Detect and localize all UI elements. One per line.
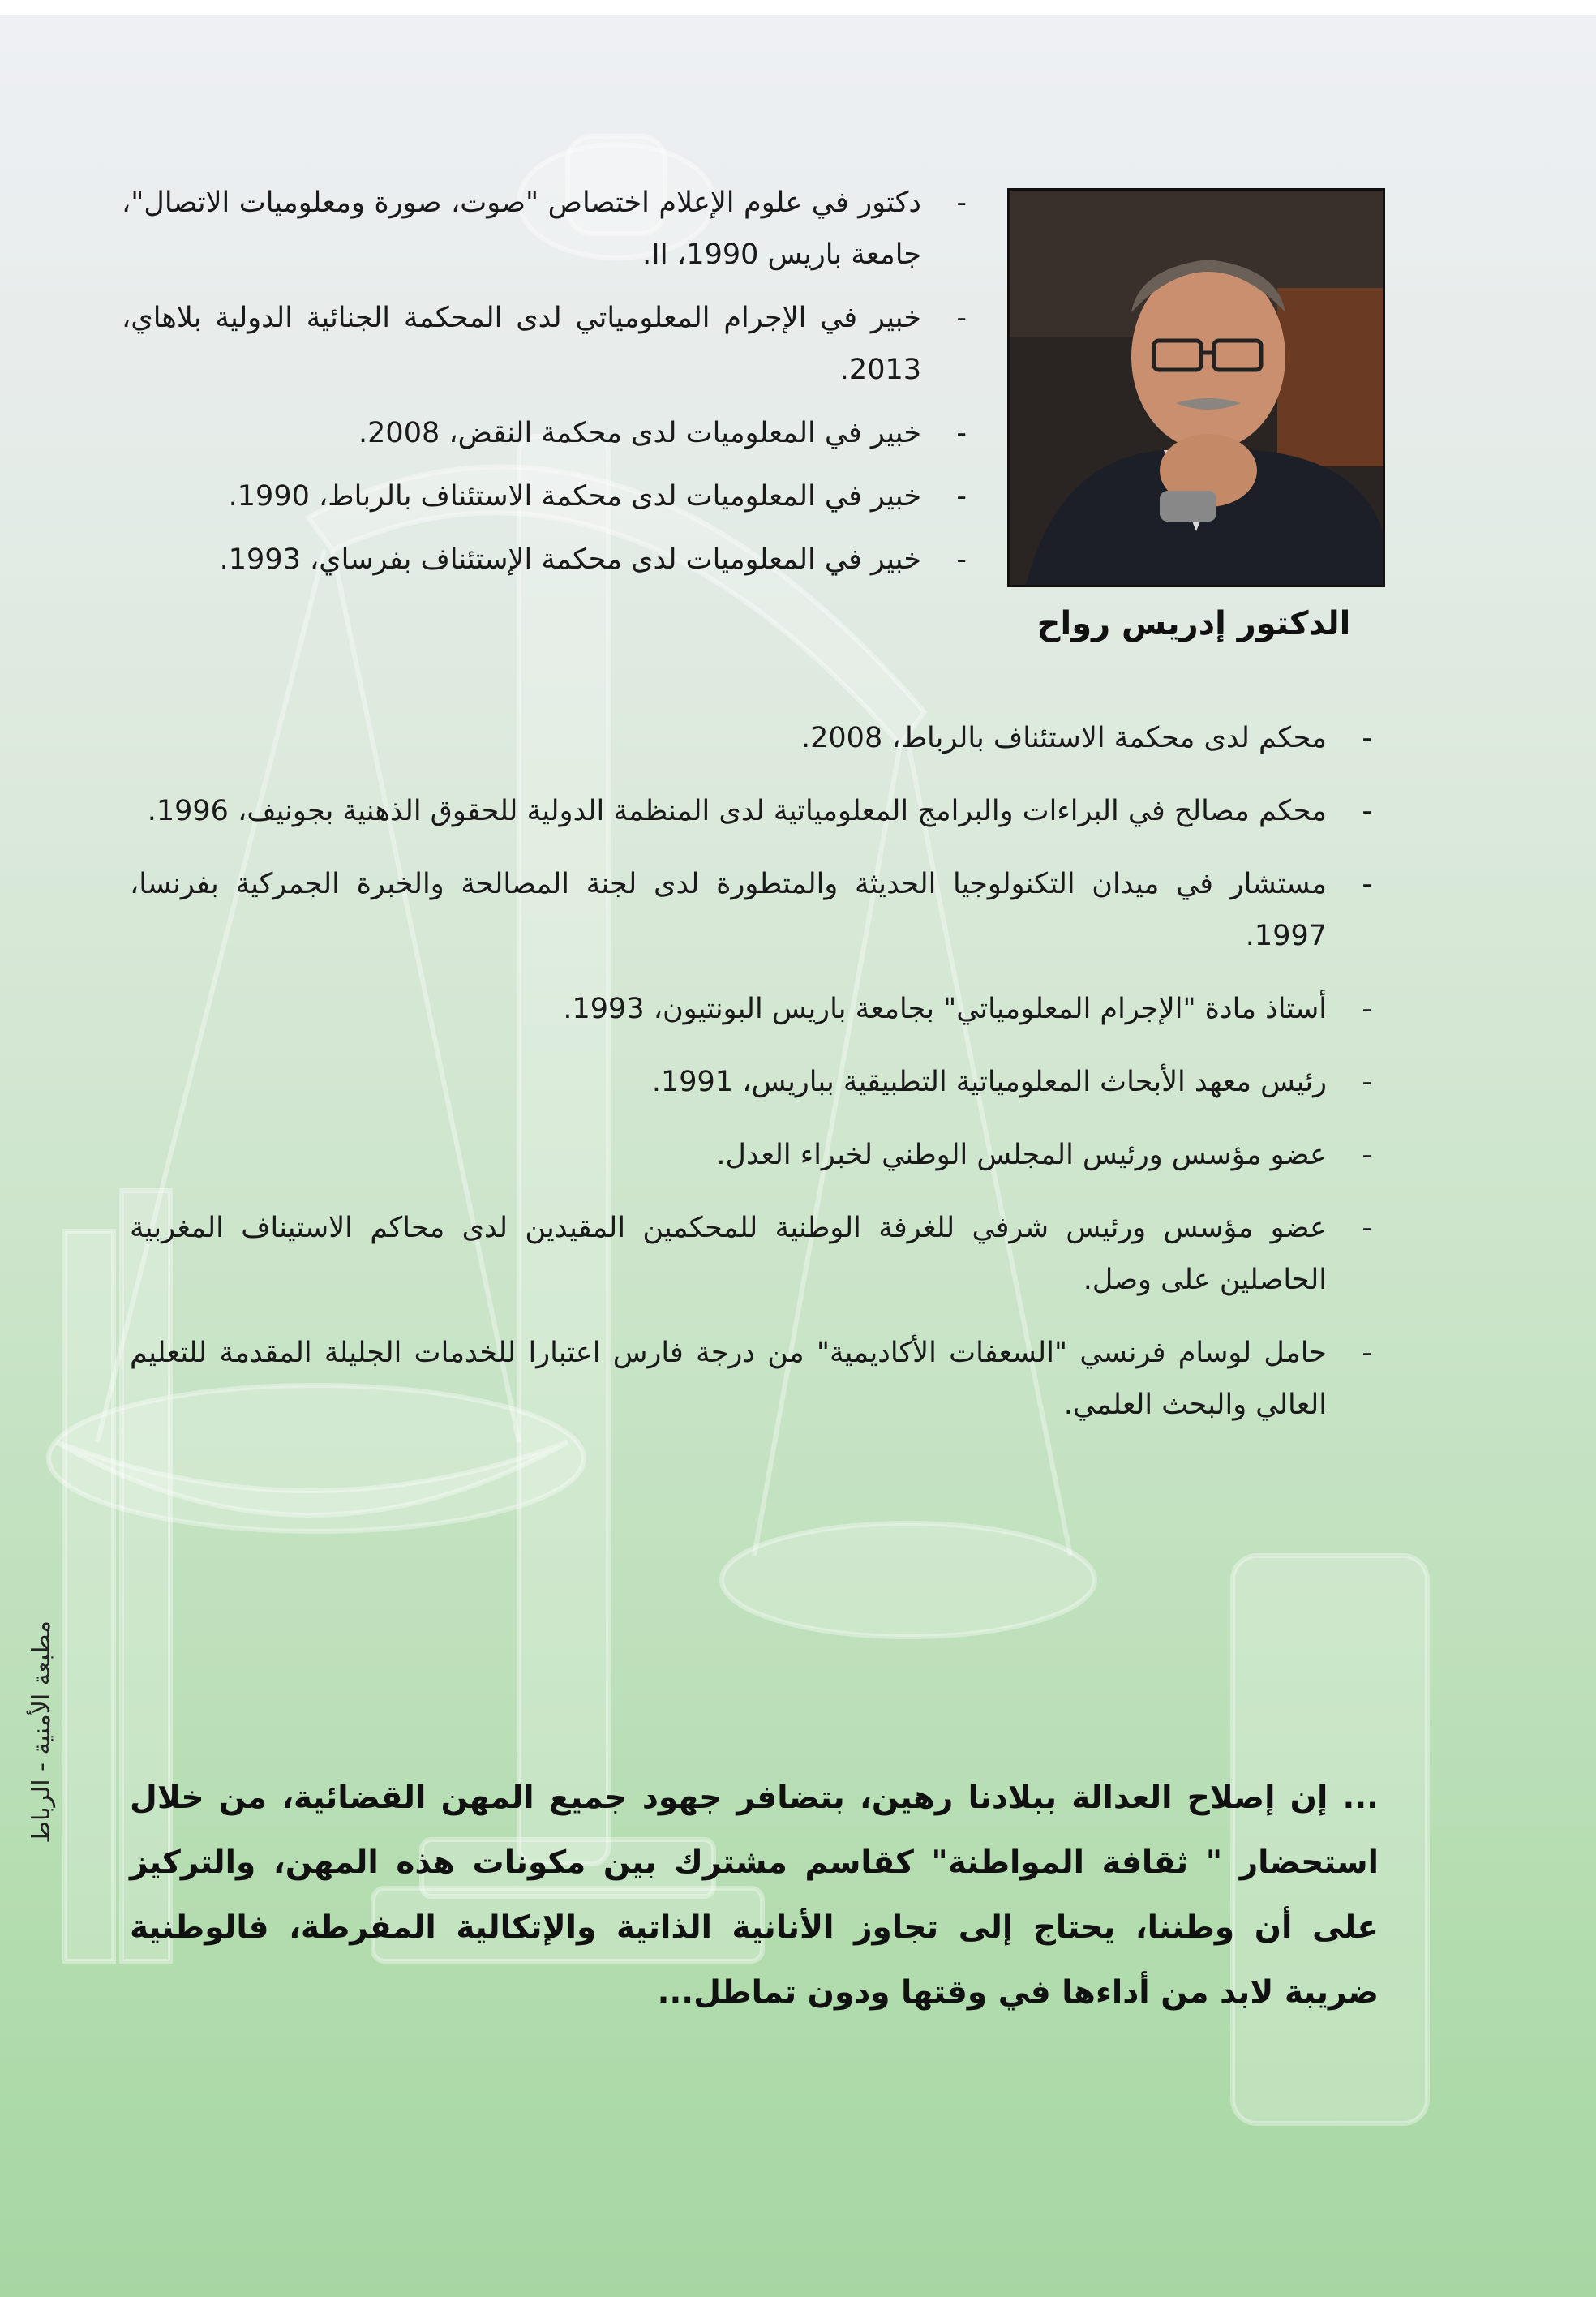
list-item: - محكم مصالح في البراءات والبرامج المعلومياتية لدى المنظمة الدولية للحقوق الذهنية بجونيف، 1996.	[130, 785, 1379, 837]
credentials-main-list	[130, 712, 1379, 1452]
list-marker: -	[1362, 1066, 1372, 1098]
list-marker: -	[1362, 993, 1372, 1025]
list-marker: -	[956, 417, 967, 449]
list-item: - خبير في المعلوميات لدى محكمة الاستئناف بالرباط، 1990.	[122, 470, 973, 522]
list-item: - عضو مؤسس ورئيس المجلس الوطني لخبراء العدل.	[130, 1129, 1379, 1181]
list-item: - خبير في الإجرام المعلومياتي لدى المحكمة الجنائية الدولية بلاهاي، 2013.	[122, 292, 973, 396]
list-marker: -	[956, 187, 967, 219]
printer-label: مطبعة الأمنية - الرباط	[28, 1621, 56, 1844]
list-marker: -	[956, 302, 967, 334]
list-item: - عضو مؤسس ورئيس شرفي للغرفة الوطنية للمحكمين المقيدين لدى محاكم الاستيناف المغربية الحاصلين على وصل.	[130, 1202, 1379, 1306]
list-marker: -	[1362, 722, 1372, 754]
author-photo	[1007, 188, 1385, 587]
list-item: - محكم لدى محكمة الاستئناف بالرباط، 2008.	[130, 712, 1379, 764]
author-name: الدكتور إدريس رواح	[1036, 605, 1351, 642]
list-marker: -	[1362, 795, 1372, 827]
list-marker: -	[956, 543, 967, 576]
list-marker: -	[1362, 1337, 1372, 1369]
list-item: - رئيس معهد الأبحاث المعلومياتية التطبيقية بباريس، 1991.	[130, 1056, 1379, 1108]
list-marker: -	[1362, 868, 1372, 900]
list-item: - أستاذ مادة "الإجرام المعلومياتي" بجامعة باريس البونتيون، 1993.	[130, 983, 1379, 1035]
list-marker: -	[1362, 1139, 1372, 1171]
list-item: - خبير في المعلوميات لدى محكمة النقض، 2008.	[122, 407, 973, 459]
list-marker: -	[956, 480, 967, 513]
list-marker: -	[1362, 1212, 1372, 1244]
back-cover	[0, 15, 1596, 2297]
credentials-top-list	[122, 177, 973, 597]
list-item: - مستشار في ميدان التكنولوجيا الحديثة والمتطورة لدى لجنة المصالحة والخبرة الجمركية بفرنسا، 1997.	[130, 858, 1379, 962]
list-item: - خبير في المعلوميات لدى محكمة الإستئناف بفرساي، 1993.	[122, 534, 973, 586]
closing-quote: ... إن إصلاح العدالة ببلادنا رهين، بتضافر جهود جميع المهن القضائية، من خلال استحضار " ثقافة المواطنة" كقاسم مشترك بين مكونات هذه المهن، والتركيز على أن وطننا، يحتاج إلى تجاوز الأنانية الذاتية والإتكالية المفرطة، فالوطنية ضريبة لابد من أداءها في وقتها ودون تماطل...	[130, 1780, 1379, 2011]
list-item: - دكتور في علوم الإعلام اختصاص "صوت، صورة ومعلوميات الاتصال"، جامعة باريس 1990، II.	[122, 177, 973, 281]
list-item: - حامل لوسام فرنسي "السعفات الأكاديمية" من درجة فارس اعتبارا للخدمات الجليلة المقدمة للتعليم العالي والبحث العلمي.	[130, 1327, 1379, 1431]
